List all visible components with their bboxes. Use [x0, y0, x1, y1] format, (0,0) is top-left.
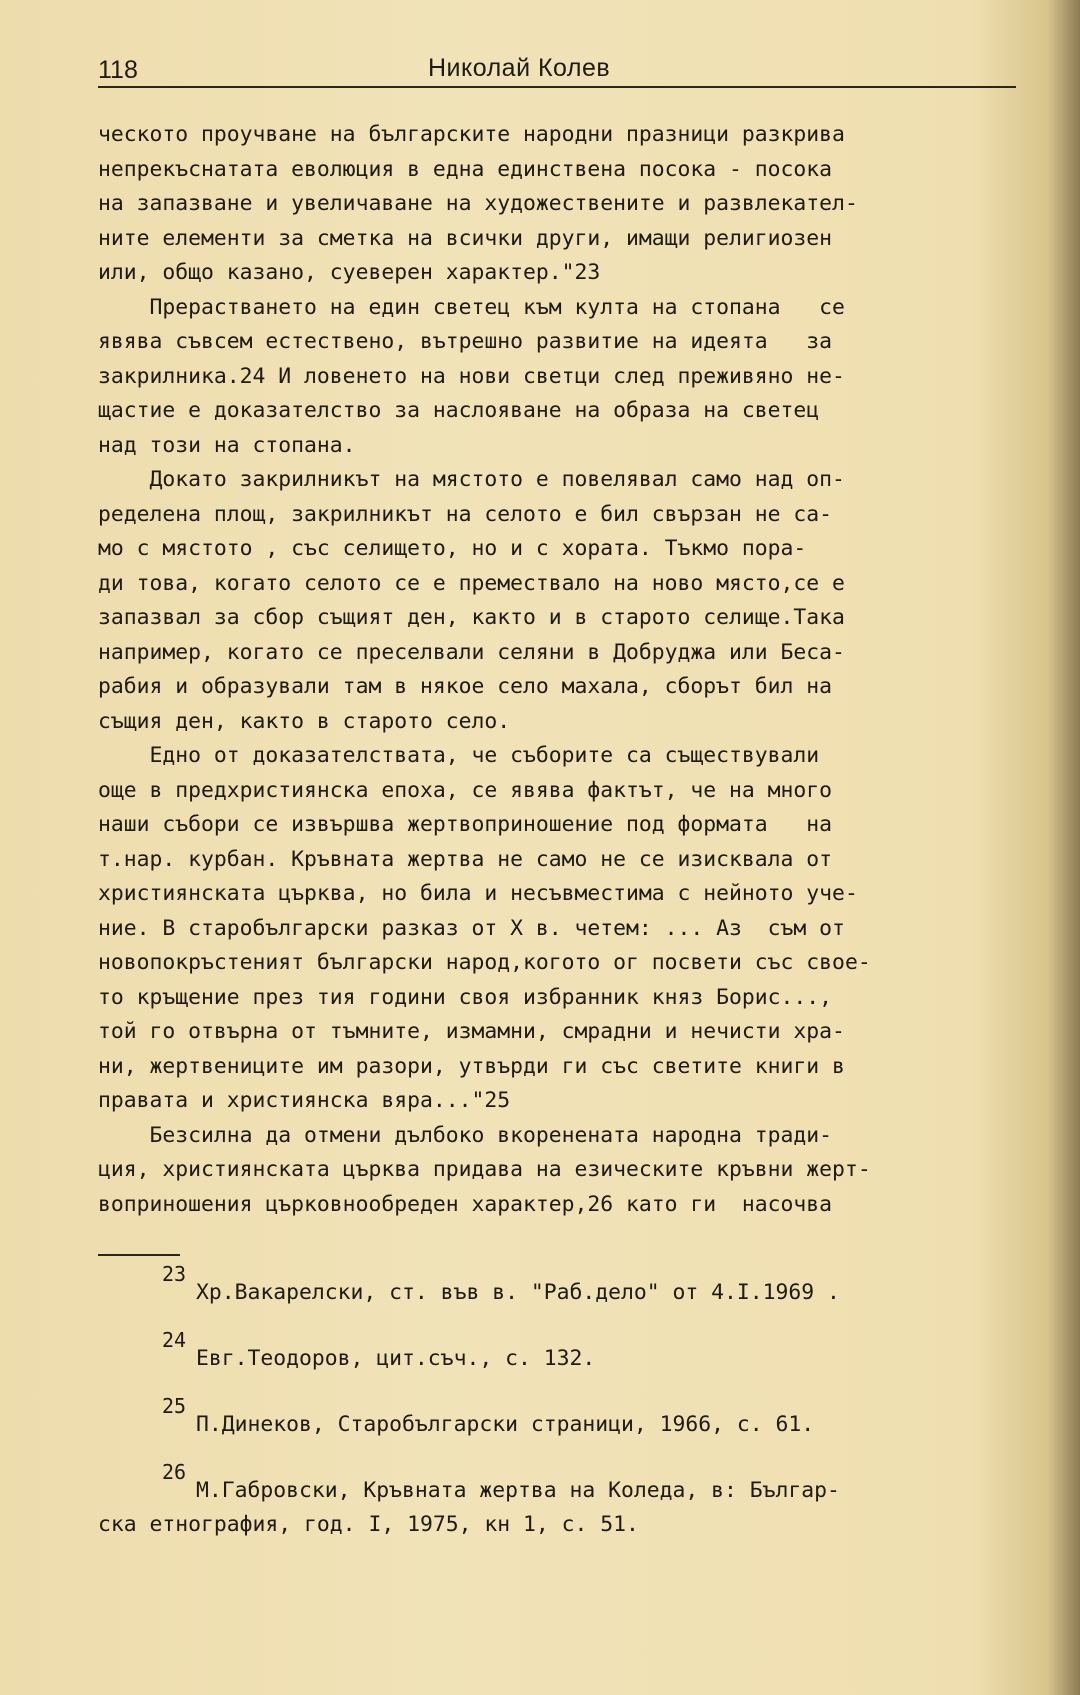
text-line: воприношения църковнообреден характер,26 като ги насочва: [98, 1191, 833, 1217]
text-line: ди това, когато селото се е премествало на ново място,се е: [98, 570, 845, 596]
footnote-number: 23: [162, 1262, 187, 1286]
footnote: [98, 1460, 1033, 1537]
text-line: рабия и образували там в някое село махала, сборът бил на: [98, 674, 833, 699]
text-line: християнската църква, но била и несъвместима с нейното уче-: [98, 881, 858, 906]
footnote-text: П.Динеков, Старобългарски страници, 1966, с. 61.: [196, 1412, 815, 1437]
footnote-continuation: ска етнография, год. I, 1975, кн 1, с. 51.: [98, 1512, 639, 1537]
main-text: [98, 118, 1033, 1222]
page-number: 118: [98, 56, 138, 84]
text-line: новопокръстеният български народ,когото ог посвети със свое-: [98, 950, 871, 975]
footnote-divider: [98, 1254, 180, 1256]
footnote-text: М.Габровски, Кръвната жертва на Коледа, в: Българ-: [196, 1478, 840, 1503]
footnote-number: 25: [162, 1394, 187, 1418]
text-line: закрилника.24 И ловенето на нови светци след преживяно не-: [98, 363, 845, 389]
text-line: наши събори се извършва жертвоприношение под формата на: [98, 812, 833, 837]
footnote-number: 24: [162, 1328, 187, 1352]
text-line: той го отвърна от тъмните, измамни, смрадни и нечисти хра-: [98, 1019, 845, 1044]
text-line: ределена площ, закрилникът на селото е бил свързан не са-: [98, 501, 833, 527]
footnote-text: Хр.Вакарелски, ст. във в. "Раб.дело" от 4.I.1969 .: [196, 1280, 840, 1305]
footnotes: [98, 1262, 1033, 1537]
text-line: явява съвсем естествено, вътрешно развитие на идеята за: [98, 329, 833, 354]
text-line: ческото проучване на българските народни празници разкрива: [98, 122, 845, 147]
text-line: ние. В старобългарски разказ от Х в. четем: ... Аз съм от: [98, 915, 845, 941]
text-line: запазвал за сбор същият ден, както и в старото селище.Така: [98, 605, 845, 630]
text-line: Едно от доказателствата, че съборите са съществували: [98, 743, 820, 768]
footnote-text: Евг.Теодоров, цит.съч., с. 132.: [196, 1346, 596, 1371]
text-line: Прерастването на един светец към култа на стопана се: [98, 294, 845, 320]
text-line: правата и християнска вяра..."25: [98, 1088, 511, 1113]
text-line: т.нар. курбан. Кръвната жертва не само не се изисквала от: [98, 846, 833, 872]
running-title: Николай Колев: [428, 54, 611, 82]
footnote: [98, 1328, 1033, 1394]
text-line: то кръщение през тия години своя избранник княз Борис...,: [98, 984, 833, 1010]
text-line: Докато закрилникът на мястото е повелявал само над оп-: [98, 467, 845, 492]
text-line: Безсилна да отмени дълбоко вкоренената народна тради-: [98, 1122, 833, 1148]
text-line: мо с мястото , със селището, но и с хората. Тъкмо пора-: [98, 536, 807, 561]
footnote: [98, 1262, 1033, 1328]
text-line: ция, християнската църква придава на езическите кръвни жерт-: [98, 1157, 871, 1182]
text-line: щастие е доказателство за наслояване на образа на светец: [98, 398, 820, 423]
text-line: ните елементи за сметка на всички други, имащи религиозен: [98, 225, 833, 251]
page-header: [98, 52, 1016, 88]
text-line: още в предхристиянска епоха, се явява фактът, че на много: [98, 777, 833, 803]
text-line: непрекъснатата еволюция в една единствена посока - посока: [98, 156, 833, 182]
text-line: над този на стопана.: [98, 432, 356, 458]
text-line: или, общо казано, суеверен характер."23: [98, 260, 601, 285]
footnote-number: 26: [162, 1460, 187, 1484]
text-line: например, когато се преселвали селяни в Добруджа или Беса-: [98, 639, 845, 665]
text-line: на запазване и увеличаване на художествените и развлекател-: [98, 191, 858, 216]
footnote: [98, 1394, 1033, 1460]
text-line: същия ден, както в старото село.: [98, 708, 511, 734]
text-line: ни, жертвениците им разори, утвърди ги със светите книги в: [98, 1053, 845, 1079]
